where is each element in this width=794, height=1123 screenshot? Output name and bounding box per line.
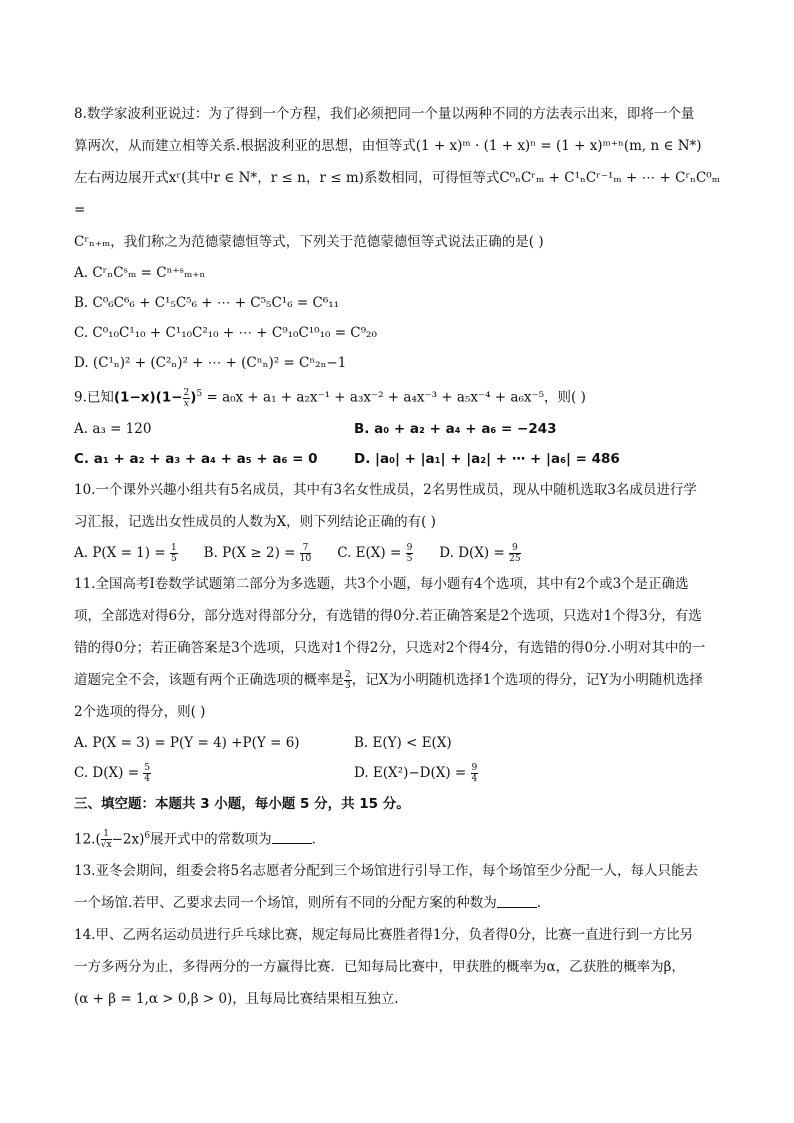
question-12: 12.( $\frac{1}{√x}$ −2x)$^6$展开式中的常数项为 .	[74, 829, 316, 850]
q11-option-c: C. D(X) = $\frac{5}{4}$	[74, 762, 151, 784]
q9-expr-lhs: (1−x)(1−	[113, 389, 183, 406]
q12-fraction: $\frac{1}{√x}$	[100, 829, 112, 850]
q10-option-b: B. P(X ≥ 2) = $\frac{7}{10}$	[203, 542, 312, 564]
q14-line-1: 14.甲、乙两名运动员进行乒乓球比赛，规定每局比赛胜者得1分，负者得0分，比赛一直进行到一方比另	[74, 927, 694, 943]
q14-line-2: 一方多两分为止，多得两分的一方赢得比赛．已知每局比赛中，甲获胜的概率为α，乙获胜的概率为β，	[74, 959, 685, 975]
question-13	[74, 855, 720, 919]
q14-line-3: (α + β = 1,α > 0,β > 0)，且每局比赛结果相互独立.	[74, 991, 399, 1007]
q11-option-d: D. E(X²)−D(X) = $\frac{9}{4}$	[354, 762, 478, 784]
q13-answer-blank[interactable]	[497, 895, 537, 908]
question-8	[74, 98, 720, 378]
q11-line-1: 11.全国高考I卷数学试题第二部分为多选题，共3个小题，每小题有4个选项，其中有2个或3个是正确选	[74, 575, 689, 592]
q8-line-3: 左右两边展开式xʳ(其中r ∈ N*，r ≤ n，r ≤ m)系数相同，可得恒等式C⁰ₙCʳₘ + C¹ₙCʳ⁻¹ₘ + ⋯ + CʳₙC⁰ₘ =	[74, 170, 720, 218]
q10-line-2: 习汇报，记选出女性成员的人数为X，则下列结论正确的有( )	[74, 513, 436, 530]
q11-line-2: 项，全部选对得6分，部分选对得部分分，有选错的得0分.若正确答案是2个选项，只选对1个得3分，有选	[74, 607, 702, 624]
q8-option-a: A. CʳₙCˢₘ = Cⁿ⁺ˢₘ₊ₙ	[74, 265, 206, 281]
q8-line-2: 算两次，从而建立相等关系.根据波利亚的思想，由恒等式(1 + x)ᵐ · (1 + x)ⁿ = (1 + x)ᵐ⁺ⁿ(m, n ∈ N*)	[74, 138, 702, 154]
q9-expr-rhs: = a₀x + a₁ + a₂x⁻¹ + a₃x⁻² + a₄x⁻³ + a₅x⁻⁴ + a₆x⁻⁵，则( )	[202, 389, 586, 406]
q9-option-b: B. a₀ + a₂ + a₄ + a₆ = −243	[354, 420, 557, 437]
q11-line-4: 道题完全不会，该题有两个正确选项的概率是 $\frac{2}{3}$ ，记X为小明随机选择1个选项的得分，记Y为小明随机选择	[74, 669, 703, 691]
section-fill-in-heading: 三、填空题：本题共 3 小题，每小题 5 分，共 15 分。	[74, 795, 410, 812]
q10-option-d: D. D(X) = $\frac{9}{25}$	[439, 542, 521, 564]
q9-prefix: 9.已知	[74, 389, 114, 406]
q9-stem: 9.已知(1−x)(1− $\frac{2}{x}$ )$^5$ = a₀x + a₁ + a₂x⁻¹ + a₃x⁻² + a₄x⁻³ + a₅x⁻⁴ + a₆x⁻⁵，则( )	[74, 387, 586, 409]
question-10	[74, 474, 720, 568]
q12-answer-blank[interactable]	[272, 831, 312, 844]
q8-option-c: C. C⁰₁₀C¹₁₀ + C¹₁₀C²₁₀ + ⋯ + C⁹₁₀C¹⁰₁₀ = C⁹₂₀	[74, 325, 377, 341]
q9-option-c: C. a₁ + a₂ + a₃ + a₄ + a₅ + a₆ = 0	[74, 450, 318, 467]
q10-option-a: A. P(X = 1) = $\frac{1}{5}$	[74, 542, 177, 564]
q9-option-d: D. |a₀| + |a₁| + |a₂| + ⋯ + |a₆| = 486	[354, 450, 620, 467]
q9-option-a: A. a₃ = 120	[74, 420, 152, 437]
q8-line-1: 8.数学家波利亚说过：为了得到一个方程，我们必须把同一个量以两种不同的方法表示出来，即将一个量	[74, 106, 695, 122]
q11-option-b: B. E(Y) < E(X)	[354, 734, 452, 751]
q9-frac-num: 2	[183, 387, 190, 398]
q11-probability-fraction: $\frac{2}{3}$	[345, 669, 351, 691]
q9-exponent: 5	[196, 389, 203, 399]
q11-line-5: 2个选项的得分，则( )	[74, 703, 206, 720]
q8-line-4: Cʳₙ₊ₘ，我们称之为范德蒙德恒等式，下列关于范德蒙德恒等式说法正确的是( )	[74, 234, 544, 250]
q10-line-1: 10.一个课外兴趣小组共有5名成员，其中有3名女性成员，2名男性成员，现从中随机选取3名成员进行学	[74, 481, 697, 498]
q8-option-b: B. C⁰₆C⁶₆ + C¹₅C⁵₆ + ⋯ + C⁵₅C¹₆ = C⁶₁₁	[74, 295, 340, 311]
q10-option-c: C. E(X) = $\frac{9}{5}$	[337, 542, 413, 564]
question-11	[74, 568, 720, 788]
q13-line-1: 13.亚冬会期间，组委会将5名志愿者分配到三个场馆进行引导工作，每个场馆至少分配一人，每人只能去	[74, 863, 699, 879]
question-14	[74, 919, 720, 1015]
q11-line-3: 错的得0分；若正确答案是3个选项，只选对1个得2分，只选对2个得4分，有选错的得0分.小明对其中的一	[74, 639, 706, 656]
q13-line-2: 一个场馆.若甲、乙要求去同一个场馆，则所有不同的分配方案的种数为 .	[74, 895, 542, 911]
q8-option-d: D. (C¹ₙ)² + (C²ₙ)² + ⋯ + (Cⁿₙ)² = Cⁿ₂ₙ−1	[74, 355, 347, 371]
question-9	[74, 378, 720, 474]
q11-option-a: A. P(X = 3) = P(Y = 4) +P(Y = 6)	[74, 734, 300, 751]
q9-frac-den: x	[183, 398, 189, 409]
